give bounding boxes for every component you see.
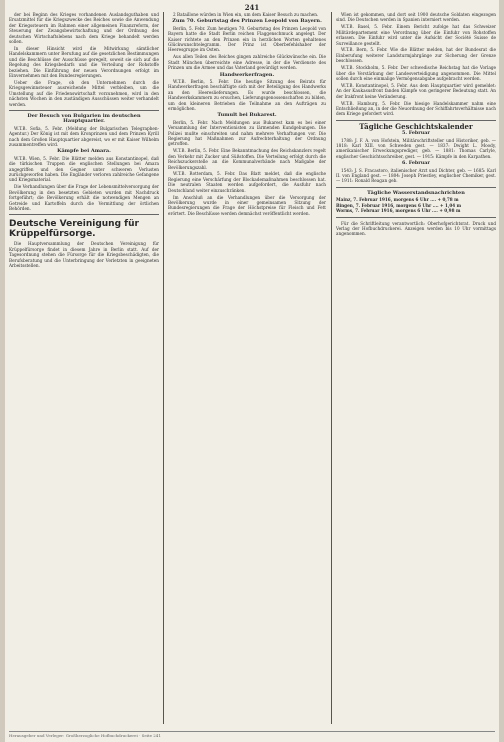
column-3 xyxy=(336,12,496,726)
article-paragraph: W.T.B. Sofia, 5. Febr. (Meldung der Bulgarischen Telegraphen-Agentur.) Der König ist mit dem Kronprinzen und dem Prinzen Kyrill nach dem Großen Hauptquartier abgereist, wo er mit Kaiser Wilhelm zusammentreffen wird. xyxy=(9,125,159,147)
calendar-date: 6. Februar xyxy=(402,160,430,167)
column-2 xyxy=(168,12,326,726)
column-rule xyxy=(331,12,332,724)
article-paragraph: W.T.B. Wien, 5. Febr. Die Blätter melden aus Konstantinopel, daß die türkischen Truppen die englischen Stellungen bei Amara angegriffen und den Gegner unter schweren Verlusten zurückgeworfen haben. Die Engländer verloren zahlreiche Gefangene und Kriegsmaterial. xyxy=(9,155,159,183)
article-paragraph: Die Hauptversammlung der Deutschen Vereinigung für Krüppelfürsorge findet in diesem Jahre in Berlin statt. Auf der Tagesordnung stehen die Fürsorge für die Kriegsbeschädigten, die Berufsberatung und die Unterbringung der Verletzten in geeigneten Arbeitsstellen. xyxy=(9,241,159,268)
section-divider xyxy=(336,120,496,121)
calendar-entry: 1788: J. F. A. von Hofstein, Militärschriftsteller und Historiker, geb. — 1818: Karl XIII. von Schweden gest. — 1837: Dwight L. Moody, amerikanischer Erweckungsprediger, geb. — 1881: Thomas Carlyle, englischer Geschichtsschreiber, gest. — 1915: Kämpfe in den Karpathen. xyxy=(336,137,496,159)
column-1 xyxy=(9,12,159,726)
article-paragraph: W.T.B. Konstantinopel, 5. Febr. Aus dem Hauptquartier wird gemeldet: An der Kaukasusfront fanden Kämpfe von geringerer Bedeutung statt. An der Irakfront keine Veränderung. xyxy=(336,82,496,99)
article-paragraph: 2 Bataillone würden in Wien ein, um dem Kaiser Besuch zu machen. xyxy=(173,12,319,17)
article-heading: Kämpfe bei Amara. xyxy=(57,148,111,155)
water-level-heading: Tägliche Wasserstandsnachrichten xyxy=(367,189,465,196)
water-level-row: Bingen, 7. Februar 1916, morgens 6 Uhr .... + 1,04 m xyxy=(336,202,462,208)
section-divider xyxy=(9,110,159,111)
article-paragraph: Berlin, 5. Febr. Zum heutigen 70. Geburtstag des Prinzen Leopold von Bayern hatte die Stadt Berlin reichen Flaggenschmuck angelegt. Der Kaiser richtete an den Prinzen ein in herzlichen Worten gehaltenes Glückwunschtelegramm. Der Prinz ist Oberbefehlshaber der Heeresgruppe im Osten. xyxy=(168,25,326,53)
left-page-edge xyxy=(0,0,5,742)
article-paragraph: Die Verhandlungen über die Frage der Lebensmittelversorgung der Bevölkerung in den besetzten Gebieten wurden mit Nachdruck fortgeführt; die Bevölkerung erhält die notwendigen Mengen an Getreide und Kartoffeln durch die Vermittlung der örtlichen Behörden. xyxy=(9,184,159,211)
article-paragraph: W.T.B. Rotterdam, 5. Febr. Das Blatt meldet, daß die englische Regierung eine Verschärfung der Blockademaßnahmen beschlossen hat. Die neutralen Staaten werden aufgefordert, die Ausfuhr nach Deutschland weiter einzuschränken. xyxy=(168,171,326,193)
article-paragraph: W.T.B. Stockholm, 5. Febr. Der schwedische Reichstag hat die Vorlage über die Verstärkung der Landesverteidigung angenommen. Die Mittel sollen durch eine einmalige Vermögensabgabe aufgebracht werden. xyxy=(336,65,496,81)
calendar-heading: Tägliche Geschichtskalender xyxy=(359,121,473,131)
article-heading: Zum 70. Geburtstag des Prinzen Leopold von Bayern. xyxy=(172,18,322,25)
article-paragraph: Für die Schriftleitung verantwortlich: Oberhofgerichtsrat. Druck und Verlag der Hofbuchdruckerei. Anzeigen werden bis 10 Uhr vormittags angenommen. xyxy=(336,220,496,237)
section-divider xyxy=(9,214,159,215)
article-paragraph: W.T.B. Basel, 5. Febr. Einem Bericht zufolge hat das Schweizer Militärdepartement eine Verordnung über die Einfuhr von Rohstoffen erlassen. Die Einfuhr wird unter die Aufsicht der Société Suisse de Surveillance gestellt. xyxy=(336,24,496,46)
article-paragraph: W.T.B. Bern, 5. Febr. Wie die Blätter melden, hat der Bundesrat die Einberufung weiterer Landsturmjahrgänge zur Sicherung der Grenze beschlossen. xyxy=(336,47,496,64)
page-footer: Herausgeber und Verleger: Großherzogliche Hofbuchdruckerei · Seite 241 xyxy=(9,731,495,738)
section-divider xyxy=(336,187,496,188)
calendar-date: 5. Februar xyxy=(402,130,430,137)
article-paragraph: Ueber die Frage, ob den Unternehmen durch die Kriegsgewinnsteuer ausreichende Mittel verbleiben, um die Umstellung auf die Friedenswirtschaft vorzunehmen, wird in den nächsten Wochen in den zuständigen Ausschüssen weiter verhandelt werden. xyxy=(9,79,159,107)
page-number: 241 xyxy=(244,3,260,12)
article-heading: Handwerkerfragen. xyxy=(219,71,275,78)
column-rule xyxy=(163,12,164,724)
article-paragraph: Berlin, 5. Febr. Nach Meldungen aus Bukarest kam es bei einer Versammlung der Interventionisten zu lärmenden Kundgebungen. Die Polizei mußte einschreiten und nahm mehrere Verhaftungen vor. Die Regierung hat Maßnahmen zur Aufrechterhaltung der Ordnung getroffen. xyxy=(168,119,326,147)
article-heading: Der Besuch von Bulgarien im deutschen Hauptquartier. xyxy=(27,112,141,125)
article-paragraph: Wien ist gekommen, und dort seit 1900 deutsche Soldaten eingezogen sind. Die Deutschen werden in Spanien interniert werden. xyxy=(336,12,496,23)
article-paragraph: W.T.B. Berlin, 5. Febr. Eine Bekanntmachung des Reichskanzlers regelt den Verkehr mit Zucker und Süßstoffen. Die Verteilung erfolgt durch die Reichszuckerstelle an die Kommunalverbände nach Maßgabe der Bevölkerungszahl. xyxy=(168,148,326,170)
article-paragraph: Im Anschluß an die Verhandlungen über die Versorgung der Bevölkerung wurde in einer gemeinsamen Sitzung der Bundesregierungen die Frage der Höchstpreise für Fleisch und Fett erörtert. Die Beschlüsse werden demnächst veröffentlicht werden. xyxy=(168,194,326,216)
article-heading: Tumult bei Bukarest. xyxy=(217,112,277,119)
right-page-edge xyxy=(499,0,504,742)
section-title: Deutsche Vereinigung für Krüppelfürsorge. xyxy=(9,219,139,240)
water-level-row: Worms, 7. Februar 1916, morgens 6 Uhr .... + 0,98 m xyxy=(336,208,461,214)
article-paragraph: Aus allen Teilen des Reiches gingen zahlreiche Glückwünsche ein. Die Stadt München überreichte eine Adresse, in der die Verdienste des Prinzen um die Armee und das Vaterland gewürdigt werden. xyxy=(168,54,326,71)
water-level-row: Mainz, 7. Februar 1916, morgens 6 Uhr .... + 0,78 m xyxy=(336,197,459,203)
article-paragraph: der bei Beginn des Krieges vorhandenen Auslandsguthaben und Ersatzmittel für die Kriegszwecke des Reiches sowie die Anwendung der Kriegssteuern im Rahmen einer allgemeinen Finanzreform, der Steuerung der Zwangsbewirtschaftung und der Ordnung des deutschen Wirtschaftslebens nach dem Kriege behandelt werden sollen. xyxy=(9,12,159,45)
article-paragraph: W.T.B. Berlin, 5. Febr. Die heutige Sitzung des Beirats für Handwerkerfragen beschäftigte sich mit der Beteiligung des Handwerks an den Heereslieferungen. Es wurde beschlossen, die Handwerkskammern zu ersuchen, Lieferungsgenossenschaften zu bilden, um den kleineren Betrieben die Teilnahme an den Aufträgen zu ermöglichen. xyxy=(168,78,326,111)
article-paragraph: In dieser Hinsicht wird die Mitwirkung sämtlicher Handelskammern unter Berufung auf die gesetzlichen Bestimmungen und die Beschlüsse der Ausschüsse geregelt, soweit sie sich auf die Regelung des Kriegsbedarfs und die Verteilung der Rohstoffe beziehen. Die Einführung der neuen Verordnungen erfolgt im Einvernehmen mit den Bundesregierungen. xyxy=(9,45,159,78)
calendar-entry: 1543: J. S. Fracastoro, italienischer Arzt und Dichter, geb. — 1685: Karl II. von England gest. — 1804: Joseph Priestley, englischer Chemiker, gest. — 1911: Ronald Reagan geb. xyxy=(336,167,496,184)
article-paragraph: W.T.B. Hamburg, 5. Febr. Die hiesige Handelskammer nahm eine Entschließung an, in der die Neuordnung der Schiffahrtsverhältnisse nach dem Kriege gefordert wird. xyxy=(336,100,496,117)
section-divider xyxy=(336,217,496,218)
